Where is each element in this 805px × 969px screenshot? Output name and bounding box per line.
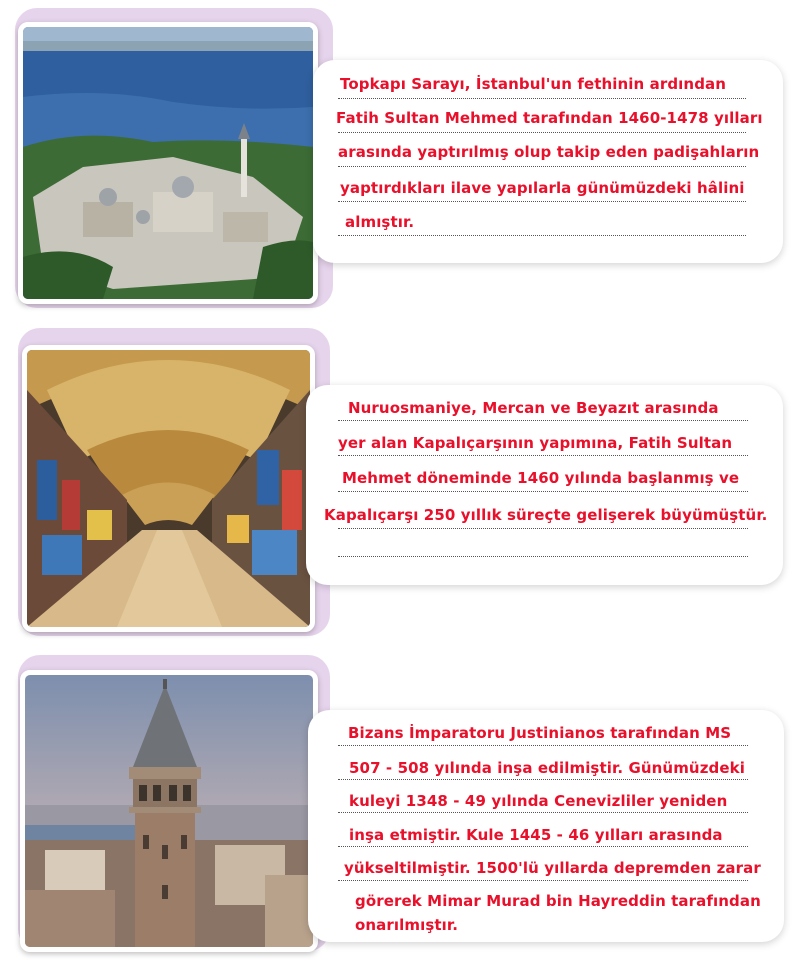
text-line: görerek Mimar Murad bin Hayreddin tarafından: [355, 892, 761, 910]
dotted-rule: [338, 812, 748, 813]
dotted-rule: [338, 745, 748, 746]
text-line: Mehmet döneminde 1460 yılında başlanmış ve: [342, 469, 740, 487]
text-line: yaptırdıkları ilave yapılarla günümüzdeki hâlini: [340, 179, 745, 197]
text-line: inşa etmiştir. Kule 1445 - 46 yılları arasında: [349, 826, 723, 844]
text-line: yer alan Kapalıçarşının yapımına, Fatih Sultan: [338, 434, 733, 452]
galata-tower-photo: [20, 670, 318, 952]
text-line: onarılmıştır.: [355, 916, 459, 934]
text-line: arasında yaptırılmış olup takip eden padişahların: [338, 143, 760, 161]
text-line: Kapalıçarşı 250 yıllık süreçte gelişerek büyümüştür.: [324, 506, 768, 524]
text-line: almıştır.: [345, 213, 415, 231]
dotted-rule: [338, 779, 748, 780]
dotted-rule: [338, 846, 748, 847]
text-line: Topkapı Sarayı, İstanbul'un fethinin ardından: [340, 75, 727, 93]
dotted-rule: [338, 880, 748, 881]
text-line: Nuruosmaniye, Mercan ve Beyazıt arasında: [348, 399, 719, 417]
text-line: 507 - 508 yılında inşa edilmiştir. Günümüzdeki: [349, 759, 745, 777]
text-line: Fatih Sultan Mehmed tarafından 1460-1478 yılları: [336, 109, 763, 127]
text-line: kuleyi 1348 - 49 yılında Cenevizliler yeniden: [349, 792, 728, 810]
text-line: yükseltilmiştir. 1500'lü yıllarda depremden zarar: [344, 859, 761, 877]
text-line: Bizans İmparatoru Justinianos tarafından MS: [348, 724, 732, 742]
